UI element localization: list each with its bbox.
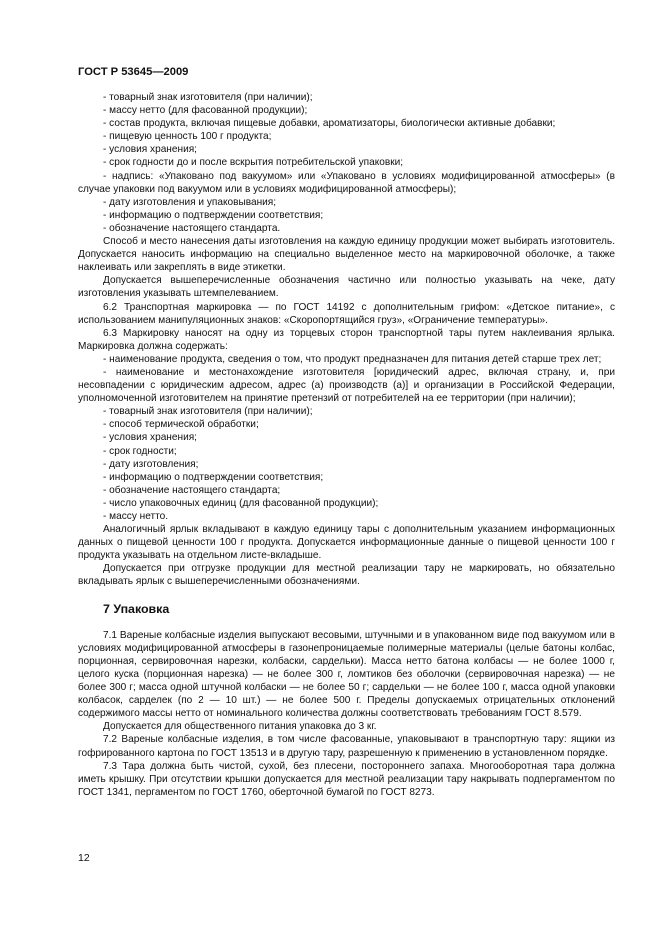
paragraph: 7.2 Вареные колбасные изделия, в том числе фасованные, упаковывают в транспортную тару: ящики из гофрированного картона по ГОСТ 13513 и в другую тару, разрешенную к применению в установленном порядке.: [78, 734, 615, 759]
paragraph: - массу нетто.: [103, 511, 169, 522]
paragraph: - информацию о подтверждении соответствия;: [103, 209, 324, 221]
paragraph: Допускается для общественного питания упаковка до 3 кг.: [103, 721, 377, 733]
paragraph: - срок годности до и после вскрытия потребительской упаковки;: [103, 157, 404, 169]
paragraph: - срок годности;: [103, 445, 177, 457]
paragraph: Способ и место нанесения даты изготовления на каждую единицу продукции может выбирать изготовитель. Допускается наносить информацию на специально выделенное место на маркировочной оболочке, а также наклеивать или закреплять в виде этикетки.: [78, 236, 615, 274]
page-number: 12: [78, 852, 90, 864]
paragraph: Аналогичный ярлык вкладывают в каждую единицу тары с дополнительным указанием информационных данных о пищевой ценности 100 г продукта. Допускается информационные данные о пищевой ценности 100 г продукта указывать на отдельном листе-вкладыше.: [78, 524, 615, 562]
paragraph: Допускается при отгрузке продукции для местной реализации тару не маркировать, но обязательно вкладывать ярлык с вышеперечисленными обозначениями.: [78, 563, 615, 588]
paragraph: - товарный знак изготовителя (при наличии);: [103, 92, 313, 103]
paragraph: - состав продукта, включая пищевые добавки, ароматизаторы, биологически активные добавки;: [103, 118, 556, 130]
section-title: 7 Упаковка: [103, 601, 170, 616]
paragraph: - условия хранения;: [103, 144, 197, 156]
paragraph: - информацию о подтверждении соответствия;: [103, 471, 324, 483]
paragraph: - обозначение настоящего стандарта;: [103, 484, 281, 496]
section-7: [78, 629, 615, 799]
section-6-continued: [78, 91, 615, 589]
paragraph: - число упаковочных единиц (для фасованной продукции);: [103, 497, 379, 509]
paragraph: - наименование продукта, сведения о том, что продукт предназначен для питания детей старше трех лет;: [103, 353, 602, 365]
paragraph: - способ термической обработки;: [103, 419, 259, 431]
paragraph: Допускается вышеперечисленные обозначения частично или полностью указывать на чеке, дату изготовления указывать штемпелеванием.: [78, 275, 615, 300]
paragraph: - условия хранения;: [103, 432, 197, 444]
paragraph: - наименование и местонахождение изготовителя [юридический адрес, включая страну, и, при несовпадении с юридическим адресом, адрес (а) производств (а)] и организации в Российской Федерации, уполномоченной изготовителем на принятие претензий от потребителей на ее территории (при наличии);: [78, 366, 615, 405]
paragraph: 6.3 Маркировку наносят на одну из торцевых сторон транспортной тары путем наклеивания ярлыка. Маркировка должна содержать:: [78, 327, 615, 352]
page-header: ГОСТ Р 53645—2009: [78, 66, 189, 78]
paragraph: - пищевую ценность 100 г продукта;: [103, 131, 272, 143]
paragraph: 6.2 Транспортная маркировка — по ГОСТ 14192 с дополнительным грифом: «Детское питание», с использованием манипуляционных знаков: «Скоропортящийся груз», «Ограничение температуры».: [78, 301, 615, 326]
paragraph: 7.3 Тара должна быть чистой, сухой, без плесени, постороннего запаха. Многооборотная тара должна иметь крышку. При отсутствии крышки допускается для местной реализации тару накрывать подпергаментом по ГОСТ 1341, пергаментом по ГОСТ 1760, оберточной бумагой по ГОСТ 8273.: [78, 760, 615, 798]
paragraph: - надпись: «Упаковано под вакуумом» или «Упаковано в условиях модифицированной атмосферы» (в случае упаковки под вакуумом или в условиях модифицированной атмосферы);: [78, 170, 615, 195]
paragraph: - дату изготовления и упаковывания;: [103, 196, 277, 208]
paragraph: - дату изготовления;: [103, 458, 199, 470]
document-body: [78, 91, 615, 799]
paragraph: - массу нетто (для фасованной продукции);: [103, 105, 308, 117]
paragraph: - товарный знак изготовителя (при наличии);: [103, 406, 313, 418]
paragraph: 7.1 Вареные колбасные изделия выпускают весовыми, штучными и в упакованном виде под вакуумом или в условиях модифицированной атмосферы в газонепроницаемые полимерные материалы (целые батоны колбас, порционная, сервировочная нарезки, колбаски, сардельки). Масса нетто батона колбасы — не более 1000 г, целого куска (порционная нарезка) — не более 300 г, ломтиков без оболочки (сервировочная нарезка) — не более 300 г; масса одной штучной колбаски — не более 50 г; сардельки — не более 100 г, масса одной упаковки колбасок, сарделек (по 2 — 10 шт.) — не более 500 г. Пределы допускаемых отрицательных отклонений содержимого массы нетто от номинального количества должны соответствовать требованиям ГОСТ 8.579.: [78, 629, 615, 720]
paragraph: - обозначение настоящего стандарта.: [103, 222, 281, 234]
